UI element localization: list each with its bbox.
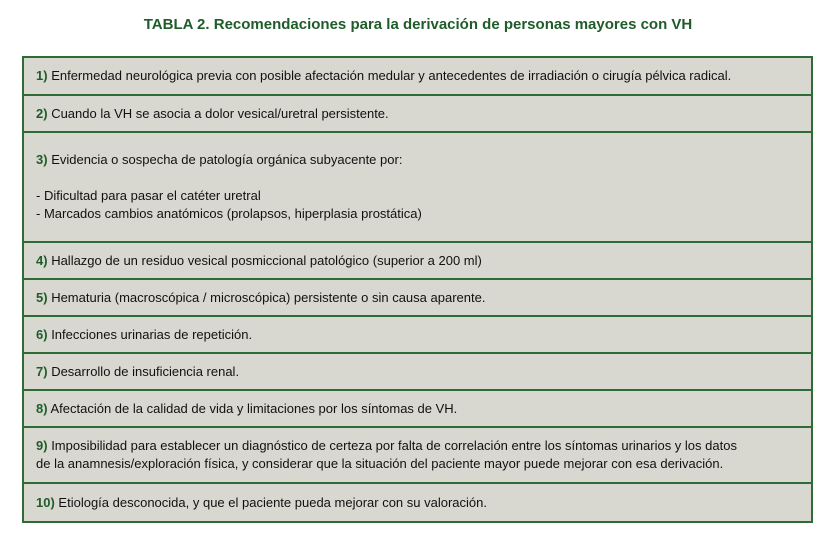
row-number: 10) xyxy=(36,494,55,510)
row-number: 8) xyxy=(36,400,48,416)
table-row xyxy=(24,391,811,428)
row-number: 9) xyxy=(36,438,48,453)
row-number: 6) xyxy=(36,326,48,342)
row-number: 3) xyxy=(36,152,48,167)
row-text: Evidencia o sospecha de patología orgánica subyacente por: xyxy=(51,152,403,167)
table-row xyxy=(24,133,811,243)
table-row xyxy=(24,317,811,354)
table-row xyxy=(24,96,811,133)
row-number: 1) xyxy=(36,68,48,83)
row-number: 2) xyxy=(36,105,48,121)
row-subitem: - Dificultad para pasar el catéter uretral xyxy=(36,188,261,203)
table-row xyxy=(24,484,811,521)
row-text-continued: de la anamnesis/exploración física, y considerar que la situación del paciente mayor puede mejorar con esa derivación. xyxy=(36,456,724,471)
recommendations-table xyxy=(22,56,813,523)
row-text: Imposibilidad para establecer un diagnóstico de certeza por falta de correlación entre los síntomas urinarios y los datos xyxy=(51,438,737,453)
row-text: Enfermedad neurológica previa con posible afectación medular y antecedentes de irradiación o cirugía pélvica radical. xyxy=(51,68,732,83)
row-number: 5) xyxy=(36,289,48,305)
row-text: Cuando la VH se asocia a dolor vesical/uretral persistente. xyxy=(51,105,389,121)
row-subitem: - Marcados cambios anatómicos (prolapsos, hiperplasia prostática) xyxy=(36,206,422,221)
row-text: Desarrollo de insuficiencia renal. xyxy=(51,363,240,379)
row-text: Hematuria (macroscópica / microscópica) persistente o sin causa aparente. xyxy=(51,289,486,305)
table-row xyxy=(24,428,811,484)
table-row xyxy=(24,354,811,391)
row-text: Hallazgo de un residuo vesical posmiccional patológico (superior a 200 ml) xyxy=(51,252,482,268)
table-title: TABLA 2. Recomendaciones para la derivación de personas mayores con VH xyxy=(143,16,693,33)
row-text: Etiología desconocida, y que el paciente pueda mejorar con su valoración. xyxy=(58,494,487,510)
row-text: Afectación de la calidad de vida y limitaciones por los síntomas de VH. xyxy=(50,400,458,416)
row-number: 7) xyxy=(36,363,48,379)
row-text: Infecciones urinarias de repetición. xyxy=(51,326,253,342)
row-number: 4) xyxy=(36,252,48,268)
table-row xyxy=(24,243,811,280)
table-row xyxy=(24,280,811,317)
table-row xyxy=(24,58,811,96)
